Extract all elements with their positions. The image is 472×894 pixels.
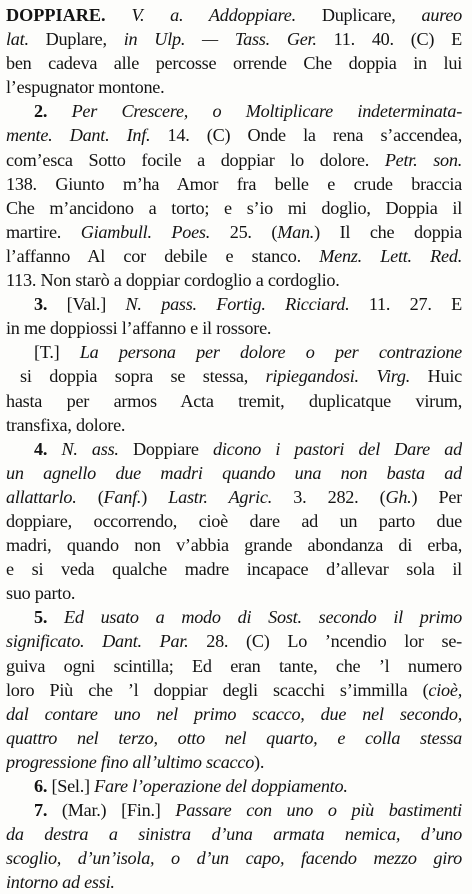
italic-text: La persona per dolore o per contrazione bbox=[79, 342, 462, 363]
entry-line bbox=[6, 581, 462, 605]
entry-line bbox=[6, 389, 462, 413]
entry-text: Che m’ancidono a torto; e s’io mi doglio, Doppia il bbox=[6, 197, 462, 218]
entry-text: suo parto. bbox=[6, 583, 76, 604]
italic-text: Fanf. bbox=[103, 486, 142, 507]
entry-line bbox=[6, 605, 462, 629]
italic-text: Menz. Lett. Red. bbox=[319, 245, 462, 266]
entry-text: in me doppiossi l’affanno e il rossore. bbox=[6, 318, 272, 339]
entry-line bbox=[6, 557, 462, 581]
sense-number: 5. bbox=[34, 607, 48, 628]
sense-number: 3. bbox=[34, 294, 48, 315]
entry-line bbox=[6, 268, 462, 292]
entry-text: ) Per bbox=[411, 486, 462, 507]
sense-number: 2. bbox=[34, 101, 48, 122]
entry-text: l’affanno Al cor debile e stanco. bbox=[6, 245, 320, 266]
entry-line bbox=[6, 774, 462, 798]
entry-text: Duplicare, bbox=[295, 5, 422, 25]
entry-line bbox=[6, 678, 462, 702]
entry-line bbox=[6, 75, 462, 99]
entry-line bbox=[6, 509, 462, 533]
italic-text: cioè, bbox=[428, 679, 462, 700]
entry-line bbox=[6, 364, 462, 388]
entry-line bbox=[6, 99, 462, 123]
entry-text bbox=[47, 101, 71, 121]
entry-line bbox=[6, 123, 462, 147]
italic-text: Lastr. Agric. bbox=[168, 486, 273, 507]
entry-text: 138. Giunto m’ha Amor fra belle e crude braccia bbox=[6, 173, 462, 194]
italic-text: N. ass. bbox=[61, 438, 119, 459]
sense-number: 7. bbox=[34, 800, 48, 821]
italic-text: aureo bbox=[421, 5, 462, 25]
entry-text: com’esca Sotto focile a doppiar lo dolore. bbox=[6, 149, 385, 170]
entry-text: [Val.] bbox=[47, 294, 126, 315]
entry-line bbox=[6, 533, 462, 557]
entry-line bbox=[6, 196, 462, 220]
italic-text: Per Crescere, o Moltiplicare indeterminata- bbox=[71, 101, 462, 122]
italic-text: Man. bbox=[277, 221, 315, 242]
entry-line bbox=[6, 27, 462, 51]
italic-text: allattarlo. bbox=[6, 486, 77, 507]
entry-text: ben cadeva alle percosse orrende Che doppia in lui bbox=[6, 53, 462, 74]
entry-text: madri, quando non v’abbia grande abondanza di erba, bbox=[6, 535, 462, 556]
sense-number: 6. bbox=[34, 776, 48, 796]
entry-text: 3. 282. ( bbox=[272, 486, 386, 507]
italic-text: significato. Dant. Par. bbox=[6, 631, 189, 652]
entry-line bbox=[6, 413, 462, 437]
entry-line bbox=[6, 316, 462, 340]
entry-text: 25. ( bbox=[210, 221, 278, 242]
entry-line bbox=[6, 220, 462, 244]
italic-text: N. pass. Fortig. Ricciard. bbox=[125, 294, 350, 315]
entry-line bbox=[6, 340, 462, 364]
entry-text: 28. (C) Lo ’ncendio lor se- bbox=[188, 631, 462, 652]
entry-text: loro Più che ’l doppiar degli scacchi s’immilla ( bbox=[6, 679, 429, 700]
entry-line bbox=[6, 485, 462, 509]
entry-text: doppiare, occorrendo, cioè dare ad un parto due bbox=[6, 510, 462, 531]
entry-line bbox=[6, 798, 462, 822]
entry-text: ( bbox=[76, 486, 104, 507]
entry-line bbox=[6, 3, 462, 27]
entry-line bbox=[6, 629, 462, 653]
entry-line bbox=[6, 726, 462, 750]
italic-text: mente. Dant. Inf. bbox=[6, 125, 151, 146]
headword: DOPPIARE. bbox=[6, 5, 106, 25]
entry-text: martire. bbox=[6, 221, 81, 242]
entry-line bbox=[6, 846, 462, 870]
entry-line bbox=[6, 461, 462, 485]
entry-text bbox=[47, 607, 64, 627]
italic-text: Petr. son. bbox=[384, 149, 462, 170]
italic-text: dal contare uno nel primo scacco, due nel secondo, bbox=[6, 703, 462, 724]
entry-line bbox=[6, 822, 462, 846]
entry-text bbox=[47, 439, 61, 459]
italic-text: quattro nel terzo, otto nel quarto, e colla stessa bbox=[6, 727, 462, 748]
entry-text: ) bbox=[141, 486, 169, 507]
italic-text: ripiegandosi. Virg. bbox=[265, 366, 411, 387]
entry-text: 113. Non starò a doppiar cordoglio a cordoglio. bbox=[6, 270, 340, 291]
entry-line bbox=[6, 654, 462, 678]
entry-text: Huic bbox=[410, 366, 462, 387]
sense-number: 4. bbox=[34, 438, 48, 459]
italic-text: da destra a sinistra d’una armata nemica, d’uno bbox=[6, 824, 462, 845]
entry-text: Duplare, bbox=[28, 29, 124, 50]
italic-text: in Ulp. — Tass. Ger. bbox=[123, 29, 317, 50]
italic-text: Gh. bbox=[385, 486, 412, 507]
entry-text: transfixa, dolore. bbox=[6, 414, 126, 435]
entry-text: Doppiare bbox=[118, 438, 214, 459]
italic-text: intorno ad essi. bbox=[6, 872, 115, 893]
entry-text: 11. 27. E bbox=[349, 294, 462, 315]
entry-text: 14. (C) Onde la rena s’accendea, bbox=[150, 125, 462, 146]
entry-text: [T.] bbox=[34, 342, 80, 363]
italic-text: Passare con uno o più bastimenti bbox=[175, 800, 462, 821]
italic-text: V. a. Addoppiare. bbox=[131, 5, 296, 25]
entry-line bbox=[6, 750, 462, 774]
entry-line bbox=[6, 148, 462, 172]
entry-text: (Mar.) [Fin.] bbox=[47, 800, 176, 821]
entry-line bbox=[6, 244, 462, 268]
entry-text: l’espugnator montone. bbox=[6, 77, 165, 98]
entry-line bbox=[6, 51, 462, 75]
entry-text: 11. 40. (C) E bbox=[316, 29, 462, 50]
italic-text: dicono i pastori del Dare ad bbox=[213, 438, 462, 459]
italic-text: Ed usato a modo di Sost. secondo il primo bbox=[64, 607, 462, 628]
entry-text bbox=[106, 5, 132, 25]
entry-line bbox=[6, 702, 462, 726]
entry-text: ) Il che doppia bbox=[314, 221, 462, 242]
italic-text: Giambull. Poes. bbox=[80, 221, 211, 242]
italic-text: Fare l’operazione del doppiamento. bbox=[94, 776, 348, 796]
entry-line bbox=[6, 870, 462, 894]
italic-text: lat. bbox=[6, 29, 29, 50]
entry-line bbox=[6, 292, 462, 316]
entry-text: ). bbox=[254, 751, 265, 772]
entry-line bbox=[6, 437, 462, 461]
entry-text: [Sel.] bbox=[47, 776, 95, 796]
italic-text: scoglio, d’un’isola, o d’un capo, facendo mezzo giro bbox=[6, 848, 462, 869]
entry-text: si doppia sopra se stessa, bbox=[20, 366, 266, 387]
entry-line bbox=[6, 172, 462, 196]
italic-text: un agnello due madri quando una non basta ad bbox=[6, 462, 462, 483]
entry-text: hasta per armos Acta tremit, duplicatque virum, bbox=[6, 390, 462, 411]
italic-text: progressione fino all’ultimo scacco bbox=[6, 751, 255, 772]
entry-text: guiva ogni scintilla; Ed eran tante, che ’l numero bbox=[6, 655, 462, 676]
entry-text: e si veda qualche madre incapace d’allevar sola il bbox=[6, 559, 462, 580]
